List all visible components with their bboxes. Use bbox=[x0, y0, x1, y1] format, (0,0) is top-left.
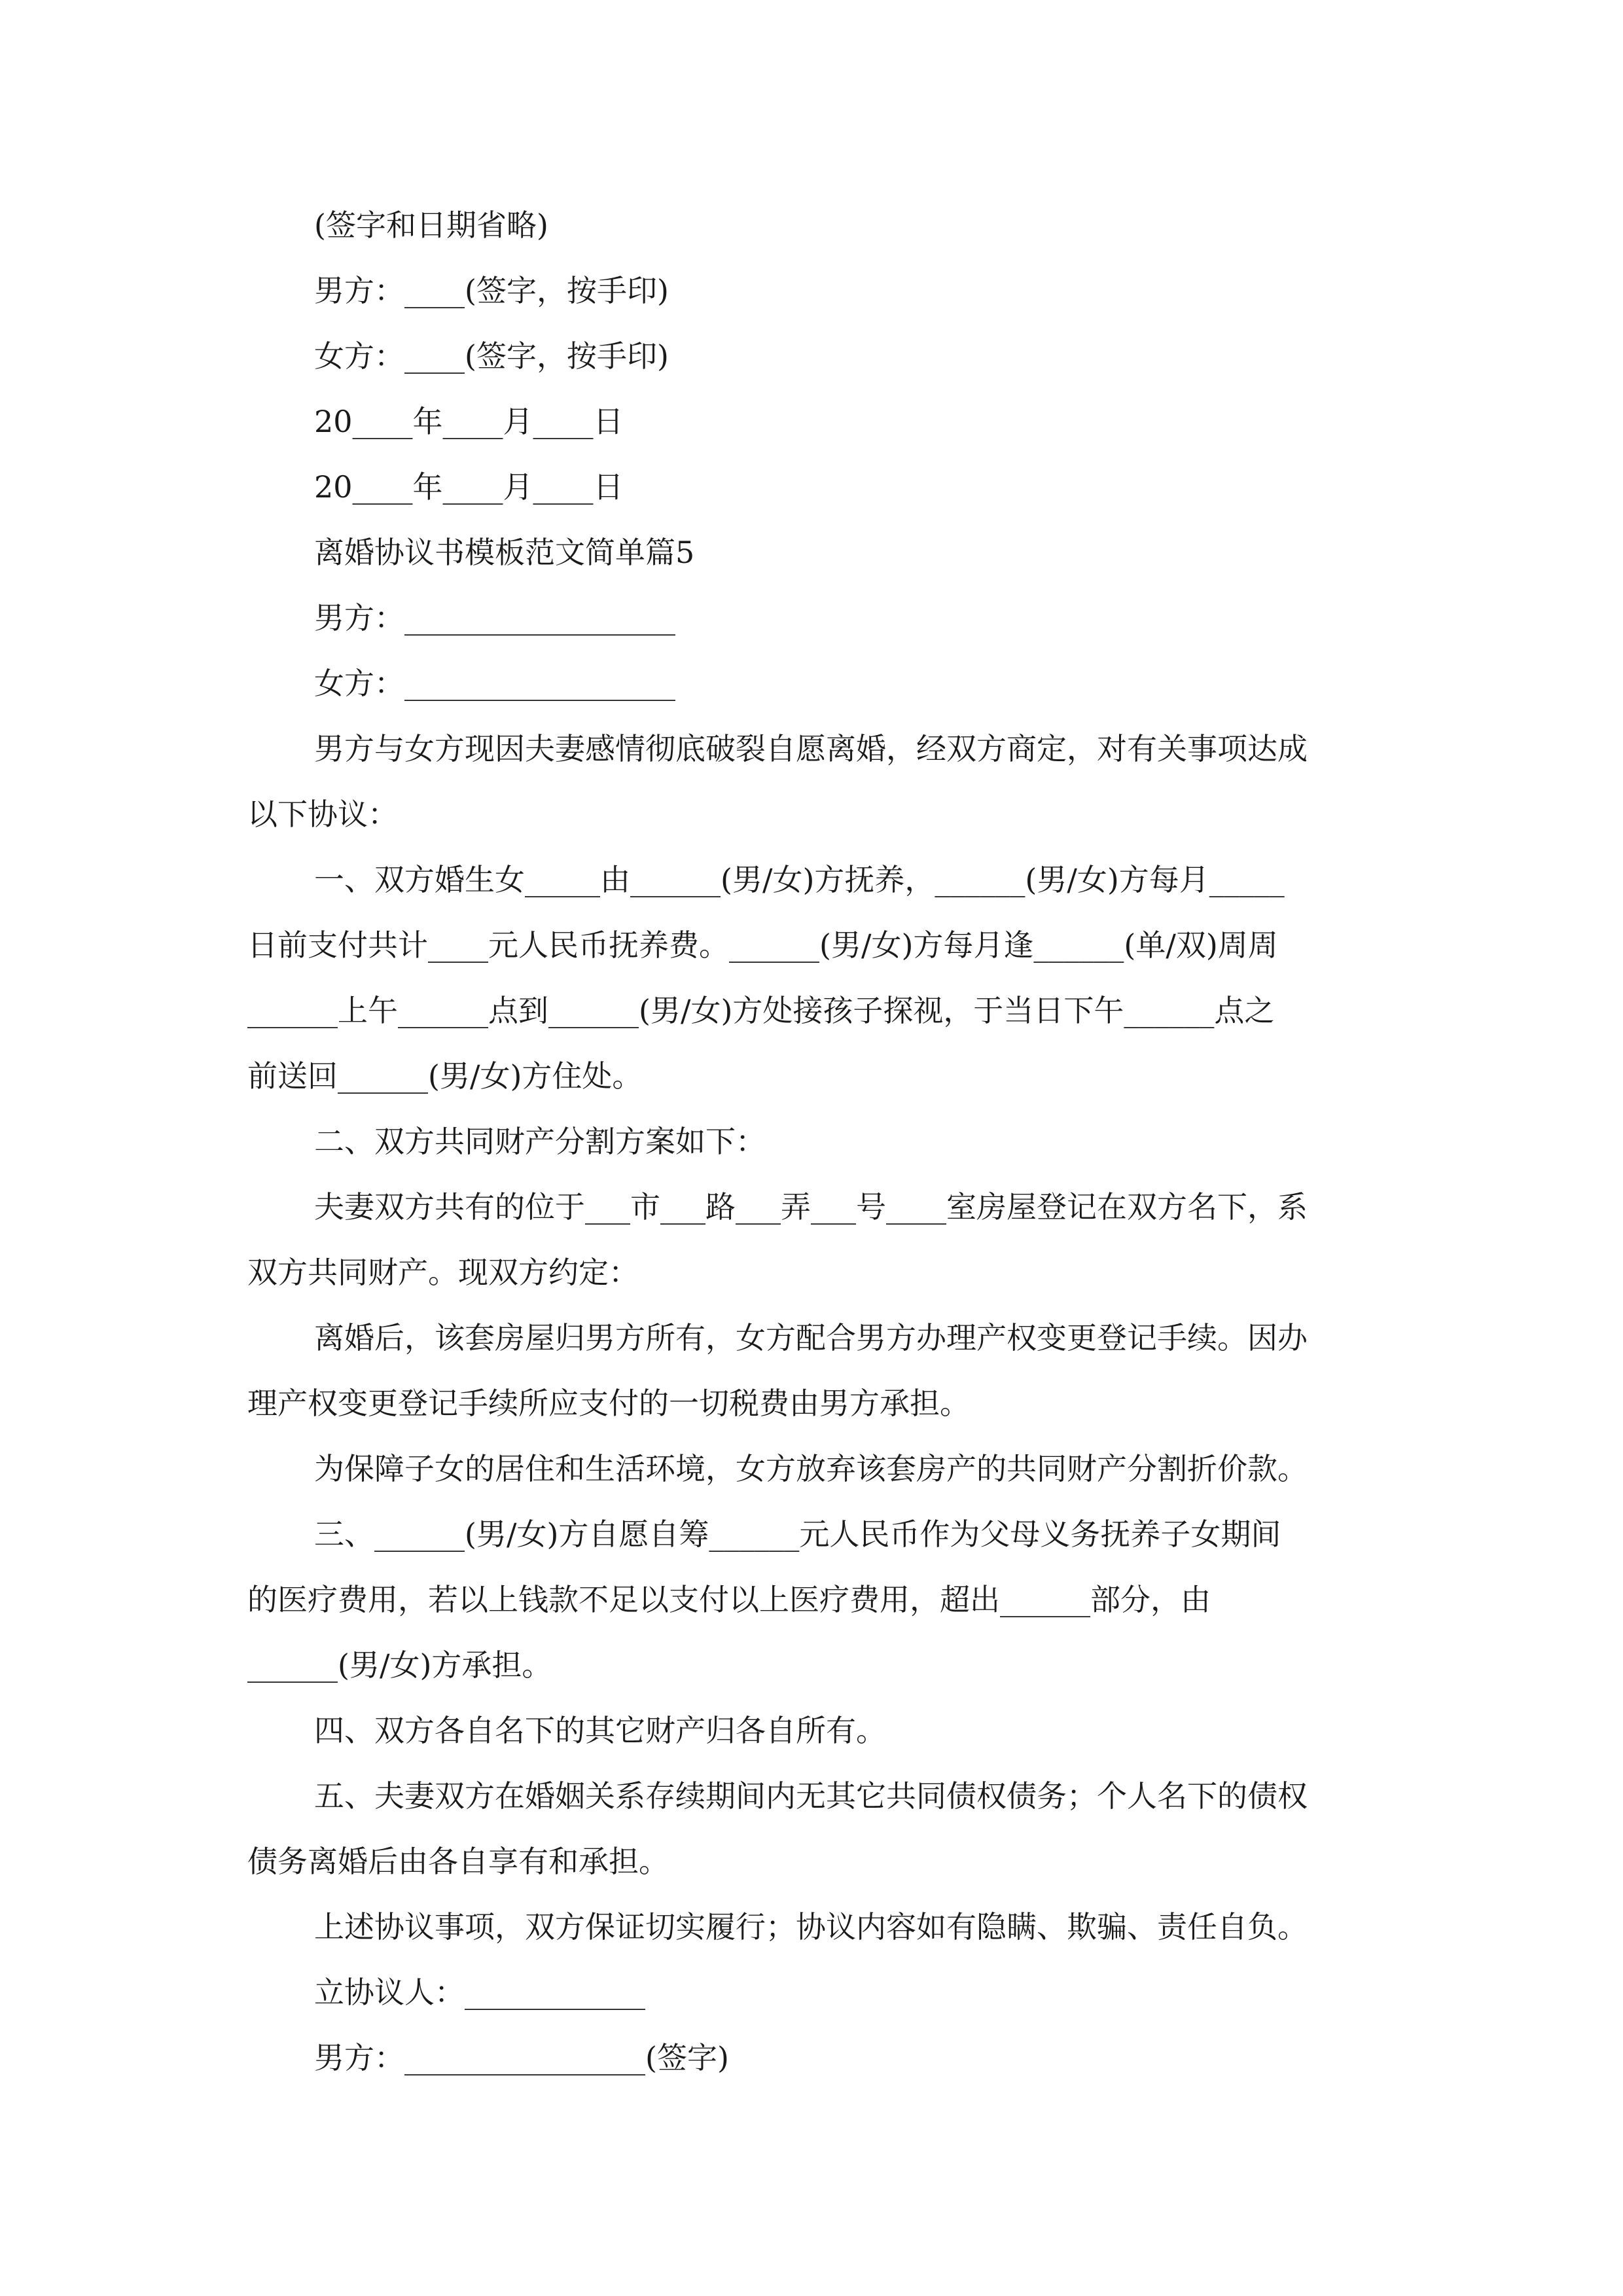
clause-three-line: 三、______(男/女)方自愿自筹______元人民币作为父母义务抚养子女期间 bbox=[314, 1516, 1281, 1552]
male-signature-line: 男方：____(签字，按手印) bbox=[314, 273, 669, 308]
paragraph-line: 男方与女方现因夫妻感情彻底破裂自愿离婚，经双方商定，对有关事项达成 bbox=[314, 731, 1308, 766]
paragraph-line: 以下协议： bbox=[247, 797, 398, 832]
property-paragraph-line: 双方共同财产。现双方约定： bbox=[247, 1255, 639, 1290]
clause-one-line: ______上午______点到______(男/女)方处接孩子探视，于当日下午______点之 bbox=[247, 993, 1275, 1028]
clause-three-line: 的医疗费用，若以上钱款不足以支付以上医疗费用，超出______部分，由 bbox=[247, 1582, 1211, 1617]
closing-statement: 上述协议事项，双方保证切实履行；协议内容如有隐瞒、欺骗、责任自负。 bbox=[314, 1909, 1308, 1945]
signature-date-omitted-note: (签字和日期省略) bbox=[314, 207, 548, 243]
clause-one-line: 前送回______(男/女)方住处。 bbox=[247, 1058, 643, 1094]
agreement-party-line: 立协议人：____________ bbox=[314, 1975, 645, 2010]
male-signature-line: 男方：________________(签字) bbox=[314, 2040, 729, 2075]
date-line: 20____年____月____日 bbox=[314, 469, 624, 505]
clause-five-line: 债务离婚后由各自享有和承担。 bbox=[247, 1844, 669, 1879]
female-party-line: 女方：__________________ bbox=[314, 666, 675, 701]
female-signature-line: 女方：____(签字，按手印) bbox=[314, 338, 669, 374]
property-paragraph-line: 离婚后，该套房屋归男方所有，女方配合男方办理产权变更登记手续。因办 bbox=[314, 1320, 1308, 1355]
date-line: 20____年____月____日 bbox=[314, 404, 624, 439]
male-party-line: 男方：__________________ bbox=[314, 600, 675, 636]
property-paragraph-line: 夫妻双方共有的位于___市___路___弄___号____室房屋登记在双方名下，系 bbox=[314, 1189, 1308, 1225]
clause-one-line: 一、双方婚生女_____由______(男/女)方抚养，______(男/女)方每月_____ bbox=[314, 862, 1285, 897]
clause-four-line: 四、双方各自名下的其它财产归各自所有。 bbox=[314, 1713, 886, 1748]
property-paragraph-line: 理产权变更登记手续所应支付的一切税费由男方承担。 bbox=[247, 1386, 970, 1421]
clause-three-line: ______(男/女)方承担。 bbox=[247, 1647, 552, 1683]
clause-one-line: 日前支付共计____元人民币抚养费。______(男/女)方每月逢______(单/双)周周 bbox=[247, 927, 1278, 963]
property-paragraph-line: 为保障子女的居住和生活环境，女方放弃该套房产的共同财产分割折价款。 bbox=[314, 1451, 1308, 1486]
section-heading: 离婚协议书模板范文简单篇5 bbox=[314, 535, 695, 570]
clause-five-line: 五、夫妻双方在婚姻关系存续期间内无其它共同债权债务；个人名下的债权 bbox=[314, 1778, 1308, 1814]
clause-two-heading: 二、双方共同财产分割方案如下： bbox=[314, 1124, 766, 1159]
